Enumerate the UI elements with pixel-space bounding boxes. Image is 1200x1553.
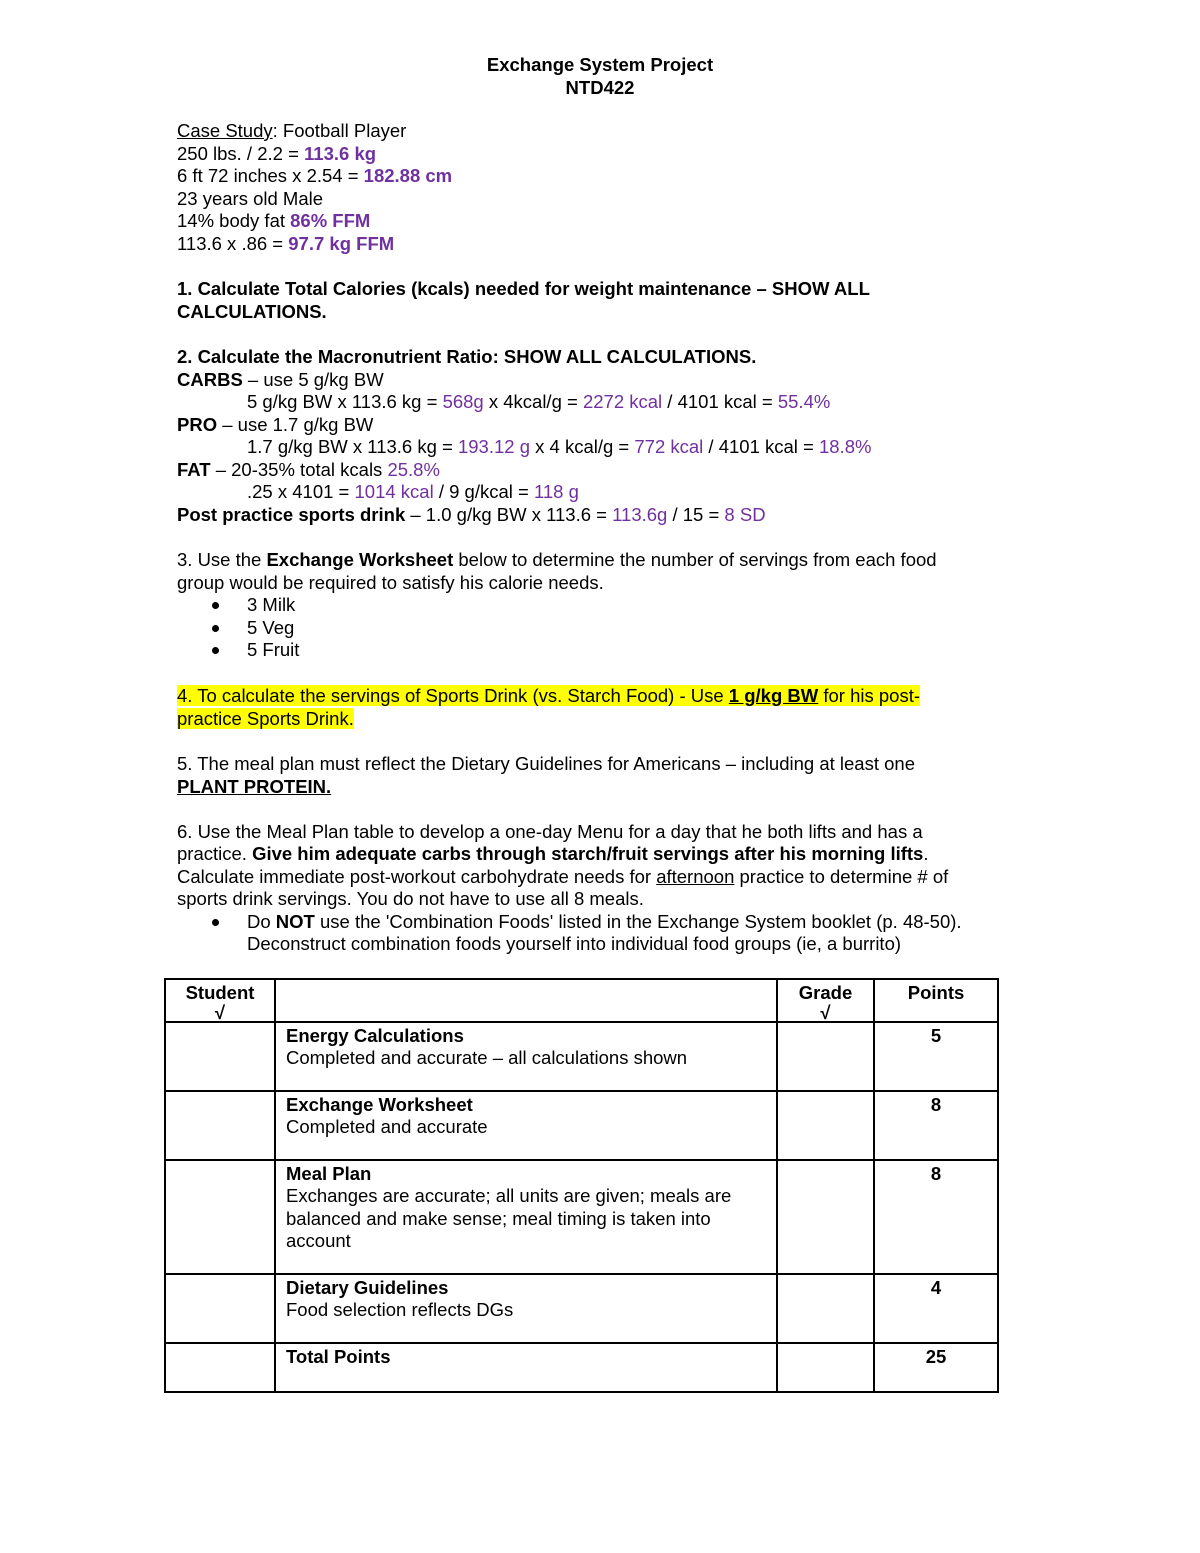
points-column-header: Points	[874, 979, 998, 1022]
weight-line: 250 lbs. / 2.2 = 113.6 kg	[177, 143, 377, 164]
fat-calculation: .25 x 4101 = 1014 kcal / 9 g/kcal = 118 g	[247, 481, 579, 502]
grade-check-cell[interactable]	[777, 1274, 874, 1343]
checkmark-icon: √	[820, 1001, 831, 1023]
carbs-rule: CARBS – use 5 g/kg BW	[177, 369, 384, 390]
table-row	[165, 1091, 998, 1160]
points-cell: 5	[874, 1022, 998, 1091]
sports-drink-calculation: Post practice sports drink – 1.0 g/kg BW x 113.6 = 113.6g / 15 = 8 SD	[177, 504, 766, 525]
criterion-title: Dietary Guidelines	[286, 1276, 449, 1298]
criterion-cell	[275, 1091, 777, 1160]
student-check-cell[interactable]	[165, 1022, 275, 1091]
checkmark-icon: √	[214, 1001, 226, 1023]
question-3-line1: 3. Use the Exchange Worksheet below to determine the number of servings from each food	[177, 549, 937, 570]
total-points-label: Total Points	[286, 1345, 391, 1367]
table-row	[165, 1343, 998, 1392]
question-4-line2: practice Sports Drink.	[177, 708, 354, 729]
plant-protein-requirement: PLANT PROTEIN.	[177, 776, 332, 797]
bullet-icon	[212, 919, 219, 926]
bullet-item-veg: 5 Veg	[247, 617, 295, 638]
criterion-cell	[275, 1160, 777, 1274]
bullet-icon	[212, 647, 219, 654]
table-header-row	[165, 979, 998, 1022]
bullet-item-fruit: 5 Fruit	[247, 639, 300, 660]
student-check-cell[interactable]	[165, 1274, 275, 1343]
question-4-line1: 4. To calculate the servings of Sports Drink (vs. Starch Food) - Use 1 g/kg BW for his post-	[177, 685, 921, 706]
criterion-title: Meal Plan	[286, 1162, 372, 1184]
course-code: NTD422	[565, 77, 635, 98]
points-cell: 8	[874, 1160, 998, 1274]
grade-column-header: Grade √	[777, 979, 874, 1022]
question-1-line2: CALCULATIONS.	[177, 301, 327, 322]
table-row	[165, 1274, 998, 1343]
weight-result: 113.6 kg	[304, 143, 377, 164]
student-column-header: Student √	[165, 979, 275, 1022]
ffm-line: 113.6 x .86 = 97.7 kg FFM	[177, 233, 395, 254]
criteria-column-header	[275, 979, 777, 1022]
criterion-cell	[275, 1274, 777, 1343]
height-line: 6 ft 72 inches x 2.54 = 182.88 cm	[177, 165, 453, 186]
question-6-line3: Calculate immediate post-workout carbohydrate needs for afternoon practice to determine # of	[177, 866, 949, 887]
pro-calculation: 1.7 g/kg BW x 113.6 kg = 193.12 g x 4 kcal/g = 772 kcal / 4101 kcal = 18.8%	[247, 436, 872, 457]
student-check-cell[interactable]	[165, 1160, 275, 1274]
question-5-line1: 5. The meal plan must reflect the Dietary Guidelines for Americans – including at least one	[177, 753, 915, 774]
criterion-cell	[275, 1343, 777, 1392]
combination-foods-note: Do NOT use the 'Combination Foods' listed in the Exchange System booklet (p. 48-50).	[247, 911, 962, 932]
ffm-result: 97.7 kg FFM	[288, 233, 395, 254]
table-row	[165, 1022, 998, 1091]
question-2-heading: 2. Calculate the Macronutrient Ratio: SHOW ALL CALCULATIONS.	[177, 346, 757, 367]
question-6-line2: practice. Give him adequate carbs through starch/fruit servings after his morning lifts.	[177, 843, 929, 864]
student-check-cell[interactable]	[165, 1091, 275, 1160]
criterion-title: Exchange Worksheet	[286, 1093, 473, 1115]
question-6-line4: sports drink servings. You do not have to use all 8 meals.	[177, 888, 644, 909]
deconstruct-note: Deconstruct combination foods yourself into individual food groups (ie, a burrito)	[247, 933, 902, 954]
bullet-icon	[212, 625, 219, 632]
grade-check-cell[interactable]	[777, 1160, 874, 1274]
grade-check-cell[interactable]	[777, 1022, 874, 1091]
student-check-cell[interactable]	[165, 1343, 275, 1392]
fat-rule: FAT – 20-35% total kcals 25.8%	[177, 459, 440, 480]
question-3-line2: group would be required to satisfy his calorie needs.	[177, 572, 604, 593]
grade-check-cell[interactable]	[777, 1343, 874, 1392]
criterion-title: Energy Calculations	[286, 1024, 464, 1046]
criterion-description: Food selection reflects DGs	[286, 1299, 514, 1320]
grading-rubric-table	[164, 978, 999, 1393]
criterion-description: Completed and accurate	[286, 1116, 488, 1137]
carbs-calculation: 5 g/kg BW x 113.6 kg = 568g x 4kcal/g = 2272 kcal / 4101 kcal = 55.4%	[247, 391, 831, 412]
pro-rule: PRO – use 1.7 g/kg BW	[177, 414, 374, 435]
bodyfat-line: 14% body fat 86% FFM	[177, 210, 371, 231]
case-study-line: Case Study: Football Player	[177, 120, 407, 141]
criterion-description: Exchanges are accurate; all units are given; meals are balanced and make sense; meal timing is taken into account	[286, 1185, 732, 1251]
bullet-icon	[212, 602, 219, 609]
bodyfat-result: 86% FFM	[290, 210, 371, 231]
points-cell: 4	[874, 1274, 998, 1343]
criterion-description: Completed and accurate – all calculations shown	[286, 1047, 688, 1068]
case-study-label: Case Study	[177, 120, 273, 141]
points-cell: 8	[874, 1091, 998, 1160]
question-1-line1: 1. Calculate Total Calories (kcals) needed for weight maintenance – SHOW ALL	[177, 278, 870, 299]
criterion-cell	[275, 1022, 777, 1091]
document-title: Exchange System Project	[486, 54, 714, 75]
height-result: 182.88 cm	[363, 165, 453, 186]
question-6-line1: 6. Use the Meal Plan table to develop a one-day Menu for a day that he both lifts and has a	[177, 821, 923, 842]
bullet-item-milk: 3 Milk	[247, 594, 296, 615]
age-line: 23 years old Male	[177, 188, 324, 209]
table-row	[165, 1160, 998, 1274]
total-points-value: 25	[874, 1343, 998, 1392]
grade-check-cell[interactable]	[777, 1091, 874, 1160]
